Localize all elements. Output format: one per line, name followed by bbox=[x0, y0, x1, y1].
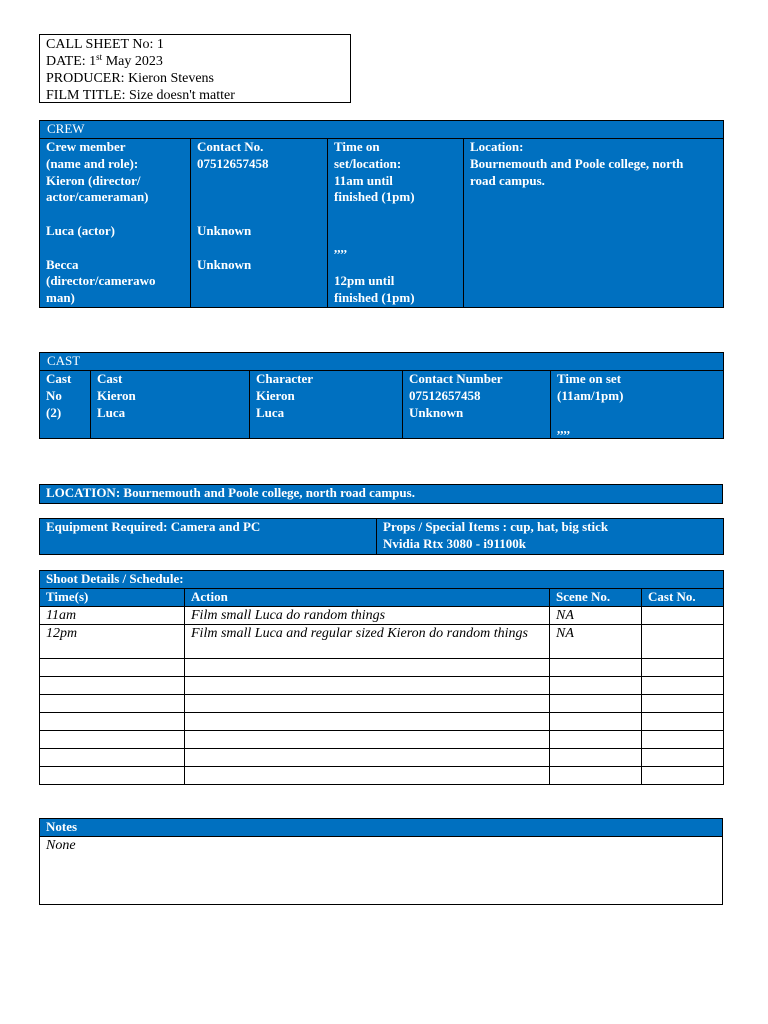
schedule-header-scene: Scene No. bbox=[550, 589, 642, 607]
crew-member-column: Crew member (name and role): Kieron (director/ actor/cameraman) Luca (actor) Becca (director/camerawo man) bbox=[40, 139, 191, 308]
crew-contact-column: Contact No. 07512657458 Unknown Unknown bbox=[191, 139, 328, 308]
schedule-header-time: Time(s) bbox=[40, 589, 185, 607]
cast-time-column: Time on set (11am/1pm) ,,,, bbox=[551, 371, 724, 439]
schedule-action: Film small Luca do random things bbox=[185, 607, 550, 625]
crew-title: CREW bbox=[40, 121, 724, 139]
film-title: FILM TITLE: Size doesn't matter bbox=[46, 88, 235, 103]
producer: PRODUCER: Kieron Stevens bbox=[46, 71, 214, 86]
cast-contact-column: Contact Number 07512657458 Unknown bbox=[403, 371, 551, 439]
schedule-cast bbox=[642, 607, 724, 625]
schedule-empty-row bbox=[40, 767, 724, 785]
cast-table bbox=[39, 352, 724, 439]
crew-time-column: Time on set/location: 11am until finished (1pm) ,,,, 12pm until finished (1pm) bbox=[328, 139, 464, 308]
schedule-scene: NA bbox=[550, 625, 642, 659]
call-sheet-header bbox=[39, 34, 351, 103]
location-text: LOCATION: Bournemouth and Poole college, north road campus. bbox=[40, 485, 723, 504]
schedule-header-action: Action bbox=[185, 589, 550, 607]
call-sheet-number: CALL SHEET No: 1 bbox=[46, 37, 164, 52]
props-special-items: Props / Special Items : cup, hat, big stick Nvidia Rtx 3080 - i91100k bbox=[377, 519, 724, 555]
schedule-row bbox=[40, 607, 724, 625]
cast-no-column: Cast No (2) bbox=[40, 371, 91, 439]
cast-name-column: Cast Kieron Luca bbox=[91, 371, 250, 439]
schedule-table bbox=[39, 570, 724, 785]
notes-table bbox=[39, 818, 723, 905]
schedule-time: 12pm bbox=[40, 625, 185, 659]
crew-table bbox=[39, 120, 724, 308]
schedule-cast bbox=[642, 625, 724, 659]
schedule-header-cast: Cast No. bbox=[642, 589, 724, 607]
equipment-required: Equipment Required: Camera and PC bbox=[40, 519, 377, 555]
schedule-title: Shoot Details / Schedule: bbox=[40, 571, 724, 589]
notes-text: None bbox=[40, 837, 723, 905]
schedule-empty-row bbox=[40, 659, 724, 677]
notes-title: Notes bbox=[40, 819, 723, 837]
schedule-time: 11am bbox=[40, 607, 185, 625]
schedule-empty-row bbox=[40, 731, 724, 749]
cast-character-column: Character Kieron Luca bbox=[250, 371, 403, 439]
schedule-empty-row bbox=[40, 713, 724, 731]
call-sheet-date: DATE: 1st May 2023 bbox=[46, 52, 163, 69]
crew-location-column: Location: Bournemouth and Poole college, north road campus. bbox=[464, 139, 724, 308]
schedule-scene: NA bbox=[550, 607, 642, 625]
cast-title: CAST bbox=[40, 353, 724, 371]
schedule-row bbox=[40, 625, 724, 659]
schedule-empty-row bbox=[40, 749, 724, 767]
schedule-empty-row bbox=[40, 677, 724, 695]
schedule-action: Film small Luca and regular sized Kieron do random things bbox=[185, 625, 550, 659]
location-table bbox=[39, 484, 723, 504]
schedule-empty-row bbox=[40, 695, 724, 713]
equipment-table bbox=[39, 518, 724, 555]
